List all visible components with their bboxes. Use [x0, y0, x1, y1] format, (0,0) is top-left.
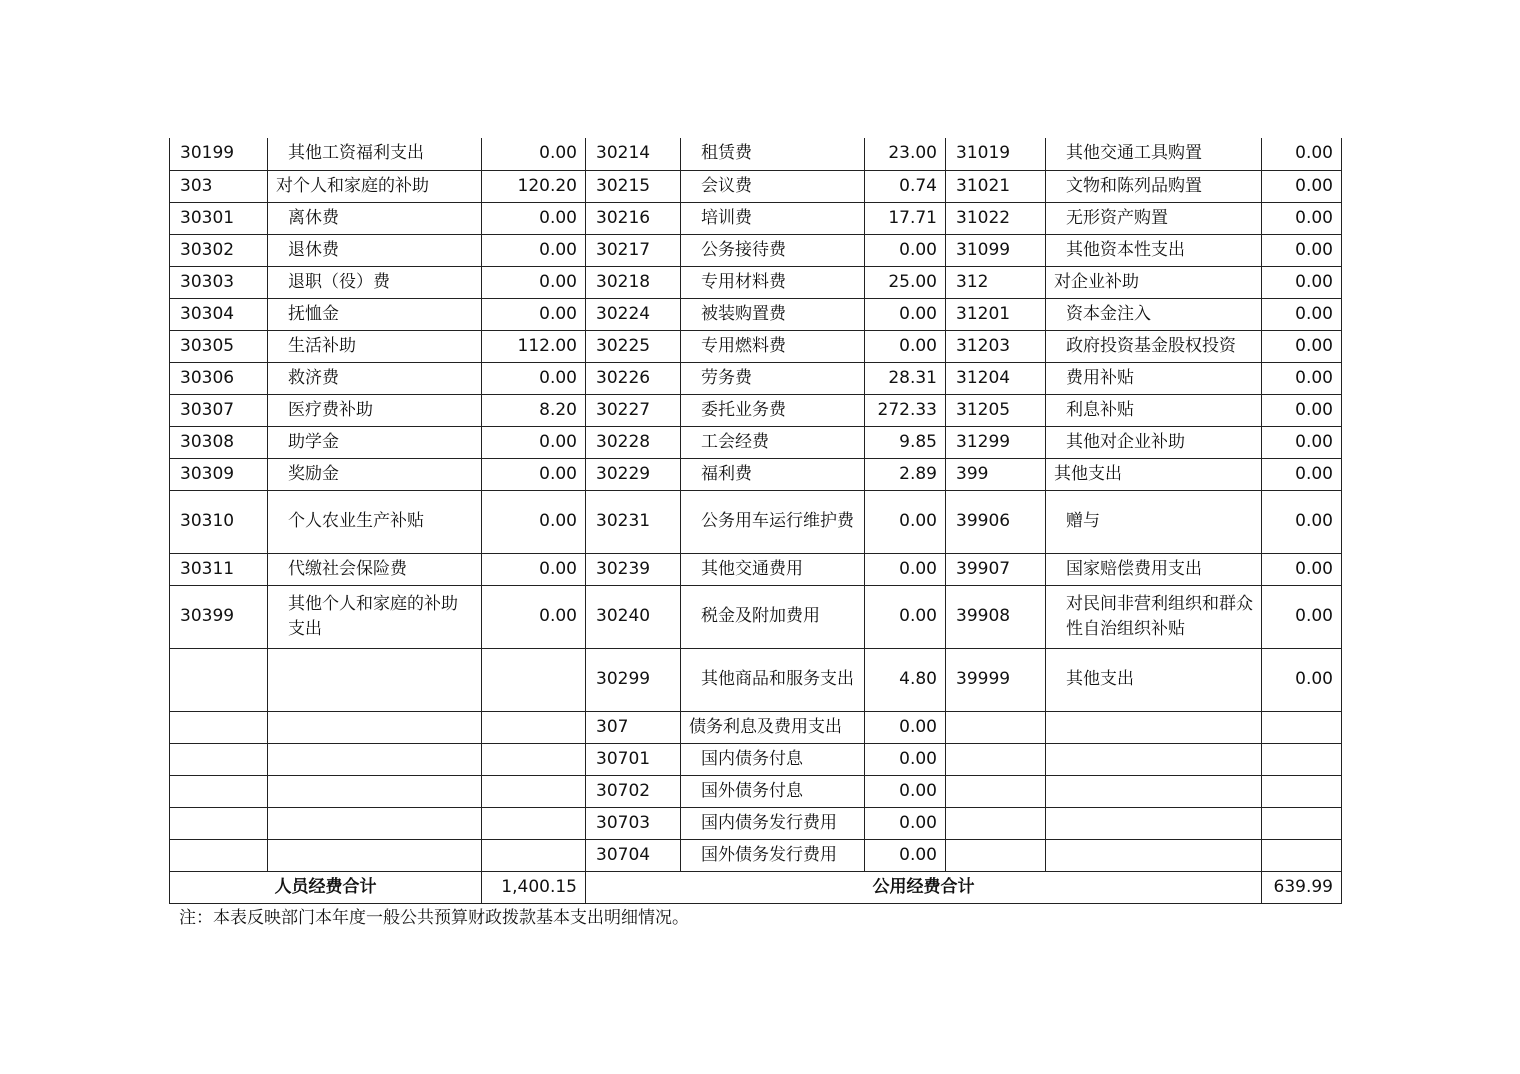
item-name	[268, 711, 482, 743]
item-name: 费用补贴	[1046, 362, 1262, 394]
item-code: 31021	[946, 170, 1046, 202]
item-name: 退职（役）费	[268, 266, 482, 298]
item-name: 福利费	[681, 458, 865, 490]
item-amount: 9.85	[865, 426, 946, 458]
item-name: 劳务费	[681, 362, 865, 394]
item-name: 退休费	[268, 234, 482, 266]
item-amount: 0.00	[482, 426, 586, 458]
item-amount: 0.00	[482, 266, 586, 298]
item-amount: 0.00	[865, 711, 946, 743]
item-name: 工会经费	[681, 426, 865, 458]
item-name: 政府投资基金股权投资	[1046, 330, 1262, 362]
totals-row	[170, 871, 1342, 903]
item-name: 文物和陈列品购置	[1046, 170, 1262, 202]
item-code: 30302	[170, 234, 268, 266]
item-name: 救济费	[268, 362, 482, 394]
item-amount: 2.89	[865, 458, 946, 490]
item-code: 30225	[586, 330, 681, 362]
item-amount	[482, 648, 586, 711]
table-row	[170, 775, 1342, 807]
item-amount: 0.00	[865, 490, 946, 553]
item-code: 30216	[586, 202, 681, 234]
item-amount: 0.00	[1262, 426, 1342, 458]
item-name: 抚恤金	[268, 298, 482, 330]
item-name	[1046, 775, 1262, 807]
footnote: 注：本表反映部门本年度一般公共预算财政拨款基本支出明细情况。	[179, 908, 689, 928]
item-code	[170, 839, 268, 871]
item-name	[1046, 743, 1262, 775]
item-name: 对民间非营利组织和群众性自治组织补贴	[1046, 585, 1262, 648]
item-code: 39908	[946, 585, 1046, 648]
item-amount: 0.00	[865, 553, 946, 585]
item-name: 个人农业生产补贴	[268, 490, 482, 553]
personnel-total-value: 1,400.15	[482, 871, 586, 903]
table-row	[170, 648, 1342, 711]
public-total-label: 公用经费合计	[586, 871, 1262, 903]
item-code: 39999	[946, 648, 1046, 711]
item-amount	[1262, 775, 1342, 807]
item-code: 30301	[170, 202, 268, 234]
item-name: 其他支出	[1046, 458, 1262, 490]
item-name	[1046, 711, 1262, 743]
item-code: 30306	[170, 362, 268, 394]
item-amount: 28.31	[865, 362, 946, 394]
item-name: 培训费	[681, 202, 865, 234]
item-code: 30228	[586, 426, 681, 458]
item-amount: 112.00	[482, 330, 586, 362]
item-name	[268, 807, 482, 839]
item-name: 委托业务费	[681, 394, 865, 426]
item-code: 30217	[586, 234, 681, 266]
item-code: 31099	[946, 234, 1046, 266]
item-name: 公务用车运行维护费	[681, 490, 865, 553]
item-code: 31204	[946, 362, 1046, 394]
item-name: 其他对企业补助	[1046, 426, 1262, 458]
item-code: 30311	[170, 553, 268, 585]
item-code: 39906	[946, 490, 1046, 553]
item-amount: 120.20	[482, 170, 586, 202]
table-row	[170, 585, 1342, 648]
item-amount: 0.00	[1262, 394, 1342, 426]
item-code: 30310	[170, 490, 268, 553]
table-body	[170, 138, 1342, 871]
item-name	[268, 743, 482, 775]
item-code: 31022	[946, 202, 1046, 234]
item-amount: 8.20	[482, 394, 586, 426]
item-amount	[482, 711, 586, 743]
item-name: 其他工资福利支出	[268, 138, 482, 170]
item-name	[1046, 807, 1262, 839]
item-amount	[482, 743, 586, 775]
item-code: 30701	[586, 743, 681, 775]
item-amount: 0.00	[482, 490, 586, 553]
item-amount: 0.00	[865, 234, 946, 266]
item-name: 医疗费补助	[268, 394, 482, 426]
item-code: 30399	[170, 585, 268, 648]
item-name	[268, 839, 482, 871]
item-amount: 23.00	[865, 138, 946, 170]
item-amount: 0.00	[865, 585, 946, 648]
item-code: 30224	[586, 298, 681, 330]
item-code: 30240	[586, 585, 681, 648]
item-code	[946, 839, 1046, 871]
item-code: 30231	[586, 490, 681, 553]
item-code: 30215	[586, 170, 681, 202]
table-row	[170, 490, 1342, 553]
table-row	[170, 362, 1342, 394]
item-code: 31205	[946, 394, 1046, 426]
item-code: 31203	[946, 330, 1046, 362]
item-code: 30704	[586, 839, 681, 871]
item-name: 代缴社会保险费	[268, 553, 482, 585]
item-amount: 0.00	[1262, 266, 1342, 298]
item-code: 303	[170, 170, 268, 202]
item-amount: 0.00	[482, 458, 586, 490]
item-amount: 0.00	[865, 330, 946, 362]
item-amount: 0.00	[482, 298, 586, 330]
item-amount: 0.00	[865, 839, 946, 871]
item-name: 其他交通工具购置	[1046, 138, 1262, 170]
item-code: 399	[946, 458, 1046, 490]
item-name: 生活补助	[268, 330, 482, 362]
item-amount: 25.00	[865, 266, 946, 298]
table-row	[170, 394, 1342, 426]
table-row	[170, 743, 1342, 775]
table-row	[170, 553, 1342, 585]
table-row	[170, 138, 1342, 170]
item-amount: 0.00	[482, 202, 586, 234]
item-name: 国内债务发行费用	[681, 807, 865, 839]
item-code: 312	[946, 266, 1046, 298]
item-amount: 0.00	[1262, 330, 1342, 362]
item-code	[170, 743, 268, 775]
item-name	[268, 775, 482, 807]
budget-detail-table	[169, 138, 1342, 904]
table-row	[170, 266, 1342, 298]
item-name: 奖励金	[268, 458, 482, 490]
public-total-value: 639.99	[1262, 871, 1342, 903]
item-code	[170, 711, 268, 743]
item-code: 30305	[170, 330, 268, 362]
item-name: 对个人和家庭的补助	[268, 170, 482, 202]
item-amount	[1262, 807, 1342, 839]
table-row	[170, 839, 1342, 871]
item-name: 其他交通费用	[681, 553, 865, 585]
item-amount: 17.71	[865, 202, 946, 234]
item-code	[170, 648, 268, 711]
table-row	[170, 202, 1342, 234]
item-amount: 0.00	[865, 775, 946, 807]
item-code: 31299	[946, 426, 1046, 458]
item-amount: 0.00	[482, 585, 586, 648]
item-name: 无形资产购置	[1046, 202, 1262, 234]
item-amount	[1262, 743, 1342, 775]
item-code: 307	[586, 711, 681, 743]
table-row	[170, 298, 1342, 330]
item-code: 31019	[946, 138, 1046, 170]
item-name: 专用燃料费	[681, 330, 865, 362]
item-name: 被装购置费	[681, 298, 865, 330]
item-code	[170, 775, 268, 807]
table-row	[170, 458, 1342, 490]
item-name: 专用材料费	[681, 266, 865, 298]
item-name: 国外债务发行费用	[681, 839, 865, 871]
item-name: 助学金	[268, 426, 482, 458]
item-code: 30702	[586, 775, 681, 807]
item-name: 对企业补助	[1046, 266, 1262, 298]
item-amount: 272.33	[865, 394, 946, 426]
item-code: 30229	[586, 458, 681, 490]
personnel-total-label: 人员经费合计	[170, 871, 482, 903]
item-amount: 0.00	[1262, 234, 1342, 266]
item-amount: 0.00	[1262, 298, 1342, 330]
item-amount: 0.00	[482, 138, 586, 170]
table-row	[170, 330, 1342, 362]
item-name	[268, 648, 482, 711]
item-amount	[1262, 711, 1342, 743]
table-row	[170, 170, 1342, 202]
item-code: 30308	[170, 426, 268, 458]
item-amount: 0.00	[1262, 648, 1342, 711]
item-code: 30304	[170, 298, 268, 330]
item-amount: 0.00	[482, 234, 586, 266]
item-name: 国家赔偿费用支出	[1046, 553, 1262, 585]
item-name: 其他个人和家庭的补助支出	[268, 585, 482, 648]
item-code	[170, 807, 268, 839]
item-code: 31201	[946, 298, 1046, 330]
item-name: 资本金注入	[1046, 298, 1262, 330]
item-code: 30226	[586, 362, 681, 394]
item-amount: 0.74	[865, 170, 946, 202]
item-code: 30239	[586, 553, 681, 585]
item-name: 租赁费	[681, 138, 865, 170]
item-amount: 0.00	[865, 743, 946, 775]
item-amount: 0.00	[1262, 458, 1342, 490]
item-code: 30227	[586, 394, 681, 426]
item-name: 债务利息及费用支出	[681, 711, 865, 743]
item-name: 离休费	[268, 202, 482, 234]
item-name: 利息补贴	[1046, 394, 1262, 426]
item-name	[1046, 839, 1262, 871]
item-amount: 0.00	[1262, 585, 1342, 648]
item-amount: 0.00	[1262, 138, 1342, 170]
item-name: 国外债务付息	[681, 775, 865, 807]
item-code: 30218	[586, 266, 681, 298]
item-name: 国内债务付息	[681, 743, 865, 775]
item-name: 公务接待费	[681, 234, 865, 266]
item-amount	[1262, 839, 1342, 871]
table-row	[170, 807, 1342, 839]
item-amount: 0.00	[865, 298, 946, 330]
item-code: 30299	[586, 648, 681, 711]
table-row	[170, 234, 1342, 266]
item-name: 其他资本性支出	[1046, 234, 1262, 266]
item-amount: 0.00	[1262, 362, 1342, 394]
item-amount: 0.00	[1262, 490, 1342, 553]
item-code: 30214	[586, 138, 681, 170]
item-code	[946, 711, 1046, 743]
item-code: 30703	[586, 807, 681, 839]
item-amount	[482, 839, 586, 871]
item-name: 税金及附加费用	[681, 585, 865, 648]
item-code	[946, 775, 1046, 807]
item-name: 其他支出	[1046, 648, 1262, 711]
item-amount: 0.00	[865, 807, 946, 839]
item-amount: 0.00	[1262, 553, 1342, 585]
item-amount: 0.00	[482, 362, 586, 394]
item-code	[946, 743, 1046, 775]
item-amount	[482, 807, 586, 839]
table-row	[170, 426, 1342, 458]
item-amount: 4.80	[865, 648, 946, 711]
item-code: 39907	[946, 553, 1046, 585]
item-code: 30309	[170, 458, 268, 490]
item-amount: 0.00	[1262, 202, 1342, 234]
item-name: 其他商品和服务支出	[681, 648, 865, 711]
item-code: 30307	[170, 394, 268, 426]
item-code	[946, 807, 1046, 839]
item-code: 30199	[170, 138, 268, 170]
item-code: 30303	[170, 266, 268, 298]
item-amount	[482, 775, 586, 807]
item-amount: 0.00	[1262, 170, 1342, 202]
table-row	[170, 711, 1342, 743]
item-name: 会议费	[681, 170, 865, 202]
item-name: 赠与	[1046, 490, 1262, 553]
item-amount: 0.00	[482, 553, 586, 585]
